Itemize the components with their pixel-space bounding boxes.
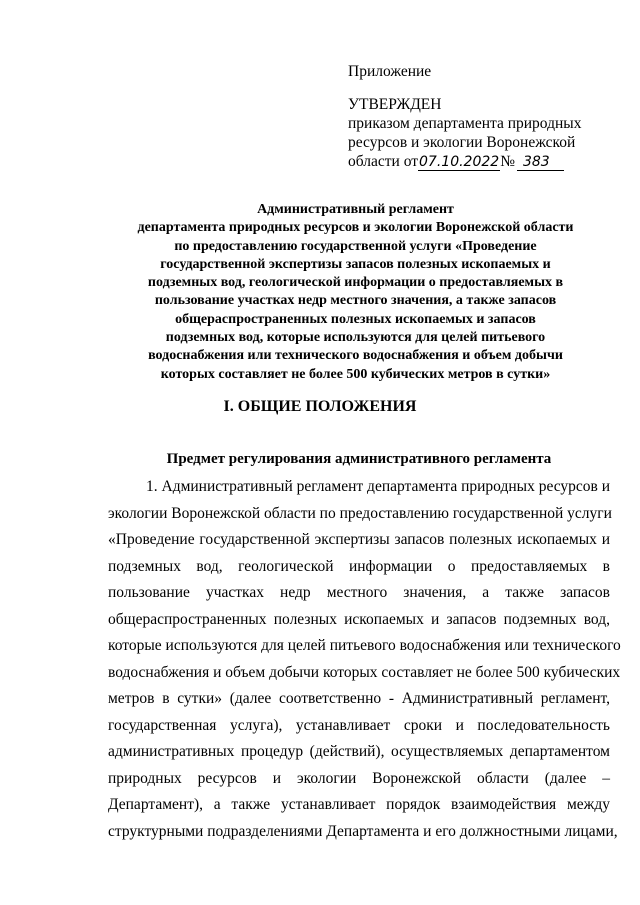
date-prefix: области от	[348, 153, 419, 170]
paragraph-line: 1. Административный регламент департамента природных ресурсов и	[146, 478, 611, 495]
number-sign: №	[500, 153, 515, 170]
approval-block	[348, 62, 581, 172]
title-line: водоснабжения или технического водоснабжения и объем добычи	[148, 348, 563, 364]
paragraph-line: Департамент), а также устанавливает порядок взаимодействия между	[108, 796, 610, 813]
title-line: подземных вод, которые используются для целей питьевого	[165, 330, 546, 346]
title-line: государственной экспертизы запасов полезных ископаемых и	[160, 256, 551, 272]
approved-label: УТВЕРЖДЕН	[348, 96, 442, 113]
paragraph-line: государственная услуга), устанавливает сроки и последовательность	[108, 716, 610, 734]
paragraph-line: подземных вод, геологической информации о предоставляемых в	[108, 557, 610, 575]
title-line: Административный регламент	[257, 202, 454, 217]
paragraph-line: «Проведение государственной экспертизы запасов полезных ископаемых и	[108, 531, 610, 548]
handwritten-number: 383	[517, 154, 564, 171]
paragraph-line: административных процедур (действий), осуществляемых департаментом	[108, 743, 610, 760]
paragraph-line: общераспространенных полезных ископаемых и запасов подземных вод,	[108, 610, 610, 628]
paragraph-line: природных ресурсов и экологии Воронежской области (далее –	[108, 769, 610, 787]
regulation-title	[108, 201, 603, 384]
subsection-heading: Предмет регулирования административного регламента	[166, 451, 552, 467]
section-heading: I. ОБЩИЕ ПОЛОЖЕНИЯ	[223, 398, 417, 415]
paragraph-line: водоснабжения и объем добычи которых составляет не более 500 кубических	[108, 663, 621, 681]
title-line: общераспространенных полезных ископаемых и запасов	[175, 311, 536, 327]
title-line: подземных вод, геологической информации о предоставляемых в	[147, 275, 564, 291]
title-line: которых составляет не более 500 кубических метров в сутки»	[160, 366, 551, 382]
paragraph-line: которые используются для целей питьевого водоснабжения или технического	[108, 637, 621, 654]
handwritten-date: 07.10.2022	[419, 154, 500, 170]
paragraph-line: пользование участках недр местного значения, а также запасов	[108, 584, 610, 601]
paragraph-line: метров в сутки» (далее соответственно - Административный регламент,	[108, 690, 610, 707]
paragraph	[108, 474, 621, 845]
paragraph-line: структурными подразделениями Департамента и его должностными лицами,	[108, 822, 618, 840]
approval-line: ресурсов и экологии Воронежской	[348, 134, 576, 151]
approval-line: приказом департамента природных	[348, 115, 582, 132]
title-line: департамента природных ресурсов и экологии Воронежской области	[137, 220, 574, 236]
title-line: по предоставлению государственной услуги «Проведение	[174, 238, 537, 254]
title-line: пользование участках недр местного значения, а также запасов	[154, 293, 557, 309]
paragraph-line: экологии Воронежской области по предоставлению государственной услуги	[108, 504, 612, 522]
appendix-label: Приложение	[348, 63, 432, 80]
approval-date-line	[348, 152, 581, 172]
